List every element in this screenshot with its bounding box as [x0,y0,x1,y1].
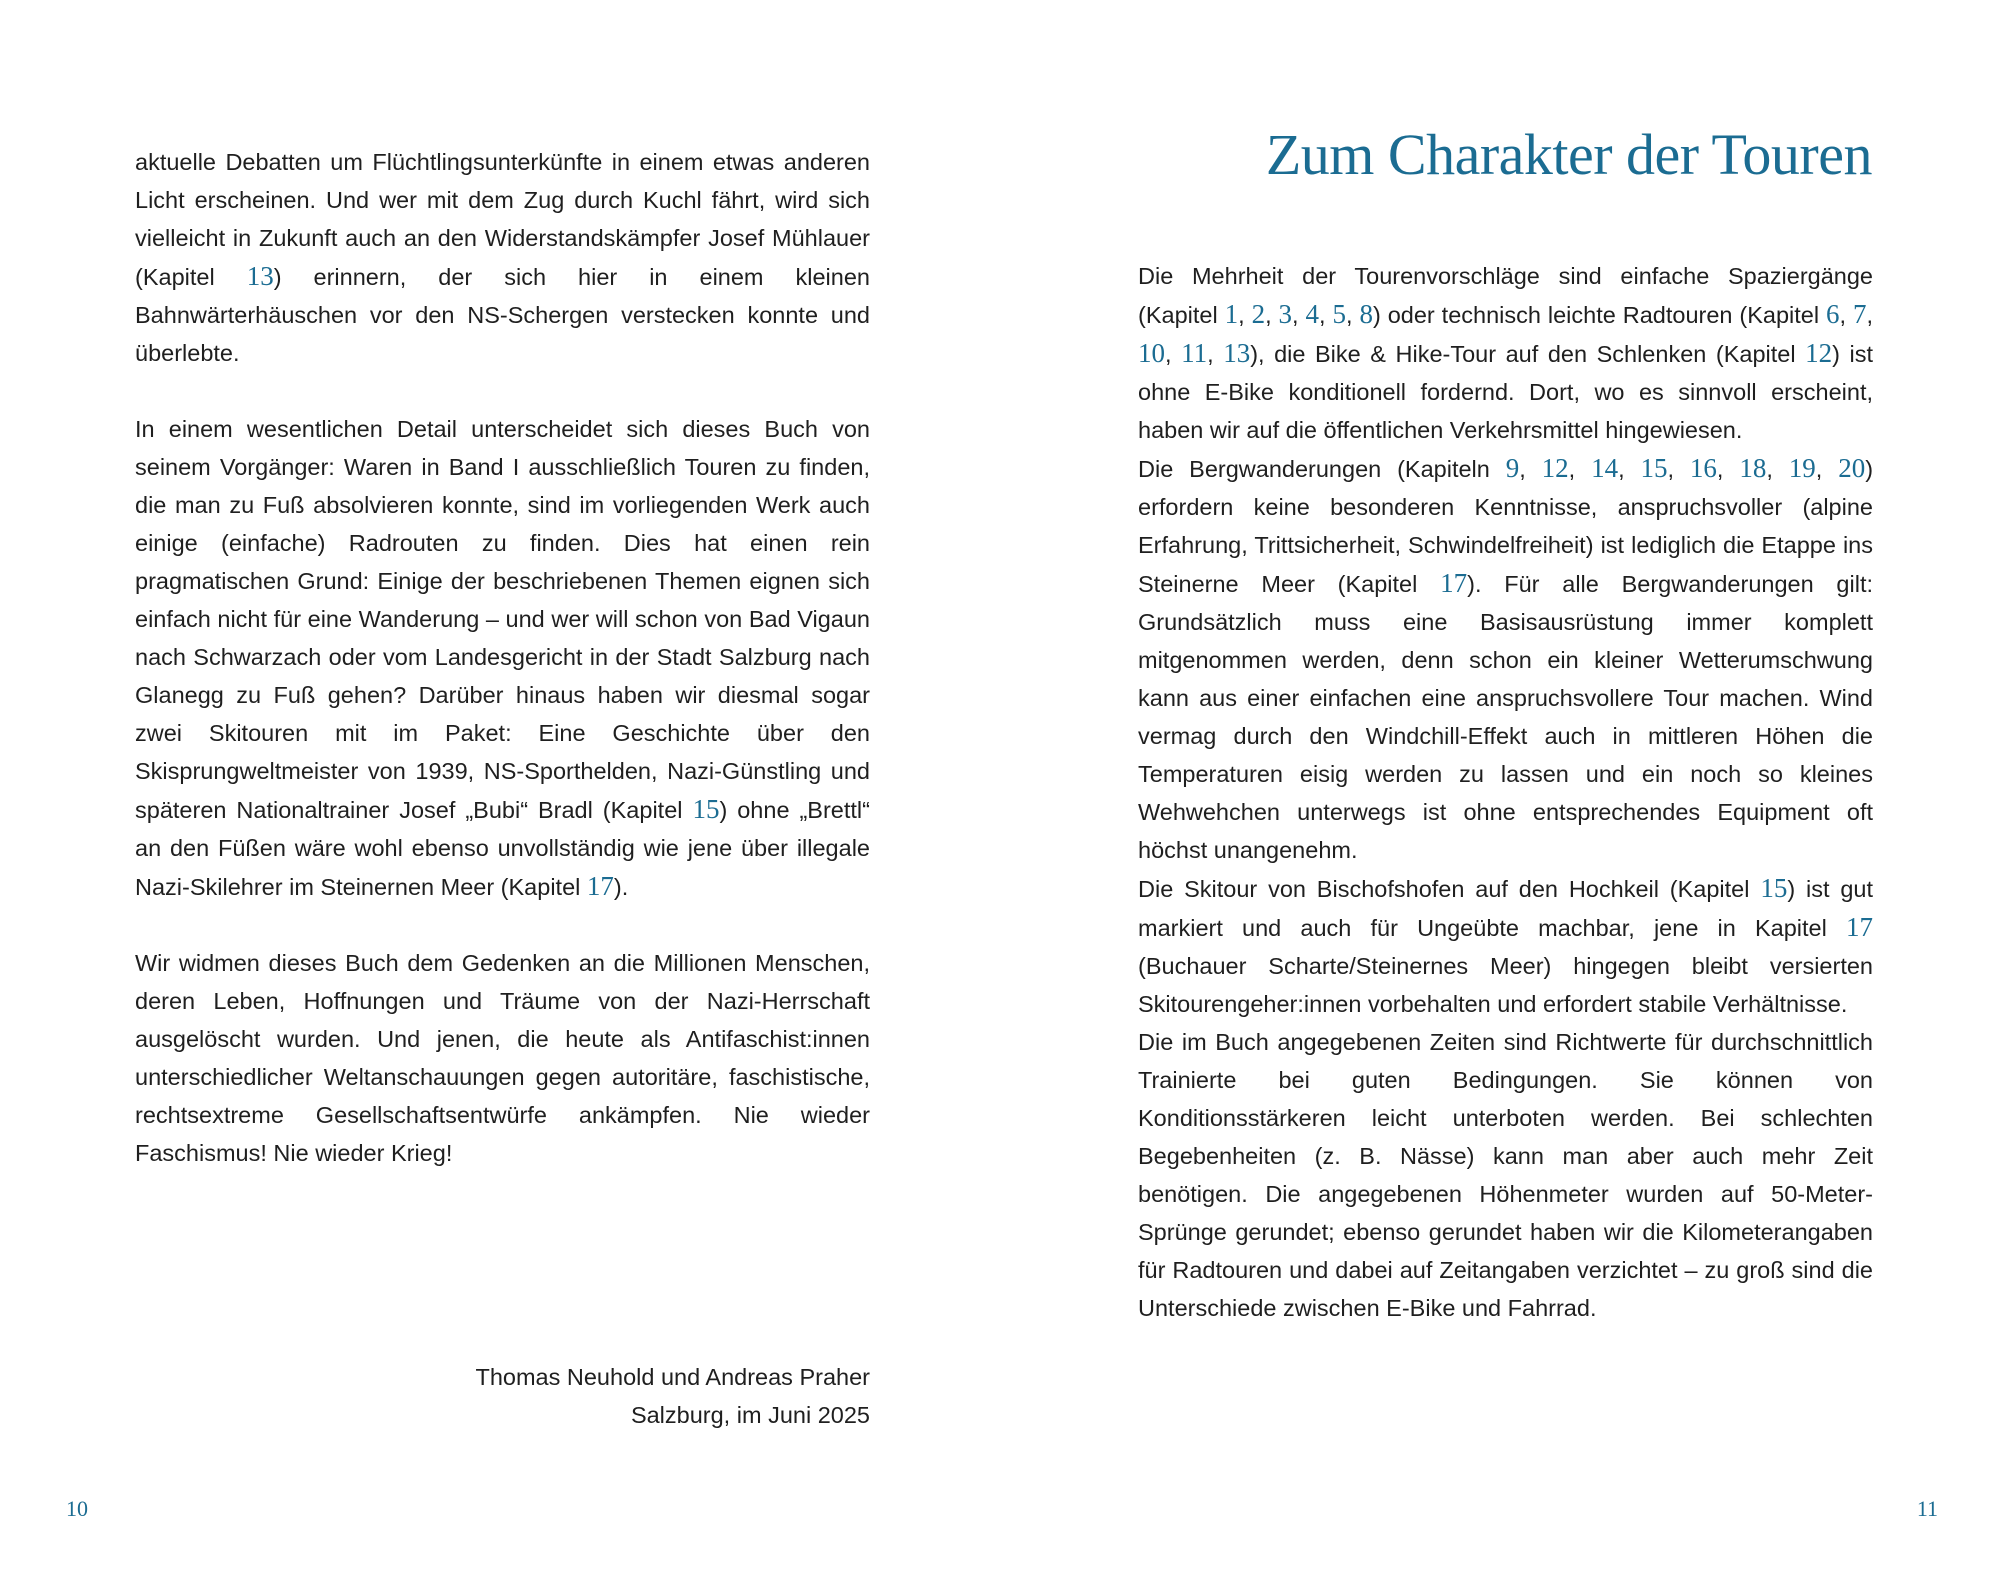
text-run: , [1815,456,1839,482]
text-run: , [1292,302,1306,328]
chapter-reference: 17 [586,871,614,901]
right-page [1000,0,2000,1592]
text-run: ) erfordern keine besonderen Kenntnisse, anspruchsvoller (alpine Erfahrung, Trittsicherheit, Schwindelfreiheit) ist lediglich die Etappe ins Steinerne Meer (Kapitel [1138,456,1874,597]
text-run: , [1165,341,1182,367]
text-run: Wir widmen dieses Buch dem Gedenken an die Millionen Menschen, deren Leben, Hoffnungen und Träume von der Nazi-Herrschaft ausgelöscht wurden. Und jenen, die heute als Antifaschist:innen unterschiedlicher Weltanschauungen gegen autoritäre, faschistische, rechtsextreme Gesellschaftsentwürfe ankämpfen. Nie wieder Faschismus! Nie wieder Krieg! [135,950,870,1166]
chapter-reference: 15 [1640,453,1668,483]
chapter-reference: 12 [1805,338,1833,368]
text-run: ) oder technisch leichte Radtouren (Kapitel [1372,302,1827,328]
left-body-text [135,143,870,1172]
chapter-reference: 5 [1332,299,1346,329]
text-run: , [1238,302,1252,328]
chapter-reference: 13 [1223,338,1251,368]
chapter-reference: 1 [1224,299,1239,329]
text-run: Die Skitour von Bischofshofen auf den Hochkeil (Kapitel [1138,876,1761,902]
chapter-reference: 4 [1305,299,1320,329]
text-run: aktuelle Debatten um Flüchtlingsunterkünfte in einem etwas anderen Licht erscheinen. Und wer mit dem Zug durch Kuchl fährt, wird sich vielleicht in Zukunft auch an den Widerstandskämpfer Josef Mühlauer (Kapitel [135,149,870,290]
chapter-reference: 18 [1739,453,1767,483]
signature-authors: Thomas Neuhold und Andreas Praher [475,1364,870,1390]
chapter-reference: 7 [1853,299,1867,329]
body-paragraph [135,944,870,1172]
body-paragraph [135,143,870,372]
signature-block [135,1358,870,1434]
text-run: , [1207,341,1224,367]
body-paragraph [135,410,870,906]
text-run: , [1839,302,1853,328]
text-run: ) ist ohne E-Bike konditionell fordernd. Dort, wo es sinnvoll erscheint, haben wir auf die öffentlichen Verkehrsmittel hingewiesen. [1138,341,1874,443]
chapter-reference: 19 [1788,453,1816,483]
text-run: Die Mehrheit der Tourenvorschläge sind einfache Spaziergänge (Kapitel [1138,263,1873,328]
chapter-reference: 20 [1838,453,1866,483]
chapter-reference: 3 [1278,299,1293,329]
text-run: , [1766,456,1789,482]
chapter-reference: 8 [1359,299,1373,329]
text-run: , [1618,456,1641,482]
chapter-reference: 17 [1846,912,1873,942]
chapter-reference: 9 [1505,453,1520,483]
body-paragraph [1138,869,1873,1023]
text-run: Die im Buch angegebenen Zeiten sind Richtwerte für durchschnittlich Trainierte bei guten Bedingungen. Sie können von Konditionsstärkeren leicht unterboten werden. Bei schlechten Begebenheiten (z. B. Nässe) kann man aber auch mehr Zeit benötigen. Die angegebenen Höhenmeter wurden auf 50-Meter-Sprünge gerundet; ebenso gerundet haben wir die Kilometerangaben für Radtouren und dabei auf Zeitangaben verzichtet – zu groß sind die Unterschiede zwischen E-Bike und Fahrrad. [1138,1029,1873,1321]
text-run: ) ohne „Brettl“ an den Füßen wäre wohl ebenso unvollständig wie jene über illegale Nazi-Skilehrer im Steinernen Meer (Kapitel [135,797,870,900]
text-run: , [1519,456,1542,482]
chapter-reference: 16 [1689,453,1717,483]
text-run: In einem wesentlichen Detail unterscheidet sich dieses Buch von seinem Vorgänger: Waren in Band I ausschließlich Touren zu finden, die man zu Fuß absolvieren konnte, sind im vorliegenden Werk auch einige (einfache) Radrouten zu finden. Dies hat einen rein pragmatischen Grund: Einige der beschriebenen Themen eignen sich einfach nicht für eine Wanderung – und wer will schon von Bad Vigaun nach Schwarzach oder vom Landesgericht in der Stadt Salzburg nach Glanegg zu Fuß gehen? Darüber hinaus haben wir diesmal sogar zwei Skitouren mit im Paket: Eine Geschichte über den Skisprungweltmeister von 1939, NS-Sporthelden, Nazi-Günstling und späteren Nationaltrainer Josef „Bubi“ Bradl (Kapitel [135,416,870,823]
chapter-title: Zum Charakter der Touren [1265,122,1872,187]
text-run: (Buchauer Scharte/Steinernes Meer) hingegen bleibt versierten Skitourengeher:innen vorbehalten und erfordert stabile Verhältnisse. [1138,953,1873,1017]
text-run: ) erinnern, der sich hier in einem kleinen Bahnwärterhäuschen vor den NS-Schergen verstecken konnte und überlebte. [135,264,870,366]
text-run: , [1667,456,1690,482]
text-run: , [1265,302,1279,328]
page-number-left: 10 [66,1496,88,1521]
chapter-reference: 2 [1251,299,1266,329]
chapter-reference: 10 [1138,338,1165,368]
chapter-reference: 13 [246,261,274,291]
chapter-reference: 11 [1181,338,1208,368]
chapter-reference: 6 [1826,299,1840,329]
text-run: ). [613,874,629,900]
text-run: , [1716,456,1740,482]
text-run: , [1866,302,1874,328]
body-paragraph [1138,257,1873,449]
text-run: , [1319,302,1333,328]
body-paragraph [1138,1023,1873,1327]
page-number-right: 11 [1916,1496,1938,1521]
chapter-reference: 15 [692,794,720,824]
signature-place-date: Salzburg, im Juni 2025 [630,1402,870,1428]
chapter-reference: 15 [1760,873,1788,903]
text-run: , [1345,302,1360,328]
text-run: ) ist gut markiert und auch für Ungeübte machbar, jene in Kapitel [1138,876,1873,941]
chapter-reference: 14 [1591,453,1619,483]
chapter-reference: 17 [1440,568,1468,598]
text-run: Die Bergwanderungen (Kapiteln [1138,456,1506,482]
text-run: , [1568,456,1592,482]
right-body-text [1138,257,1873,1327]
text-run: ), die Bike & Hike-Tour auf den Schlenken (Kapitel [1250,341,1806,367]
text-run: ). Für alle Bergwanderungen gilt: Grundsätzlich muss eine Basisausrüstung immer komplett mitgenommen werden, denn schon ein kleiner Wetterumschwung kann aus einer einfachen eine anspruchsvollere Tour machen. Wind vermag durch den Windchill-Effekt auch in mittleren Höhen die Temperaturen eisig werden zu lassen und ein noch so kleines Wehwehchen unterwegs ist ohne entsprechendes Equipment oft höchst unangenehm. [1138,571,1874,863]
body-paragraph [1138,449,1873,869]
chapter-reference: 12 [1541,453,1569,483]
